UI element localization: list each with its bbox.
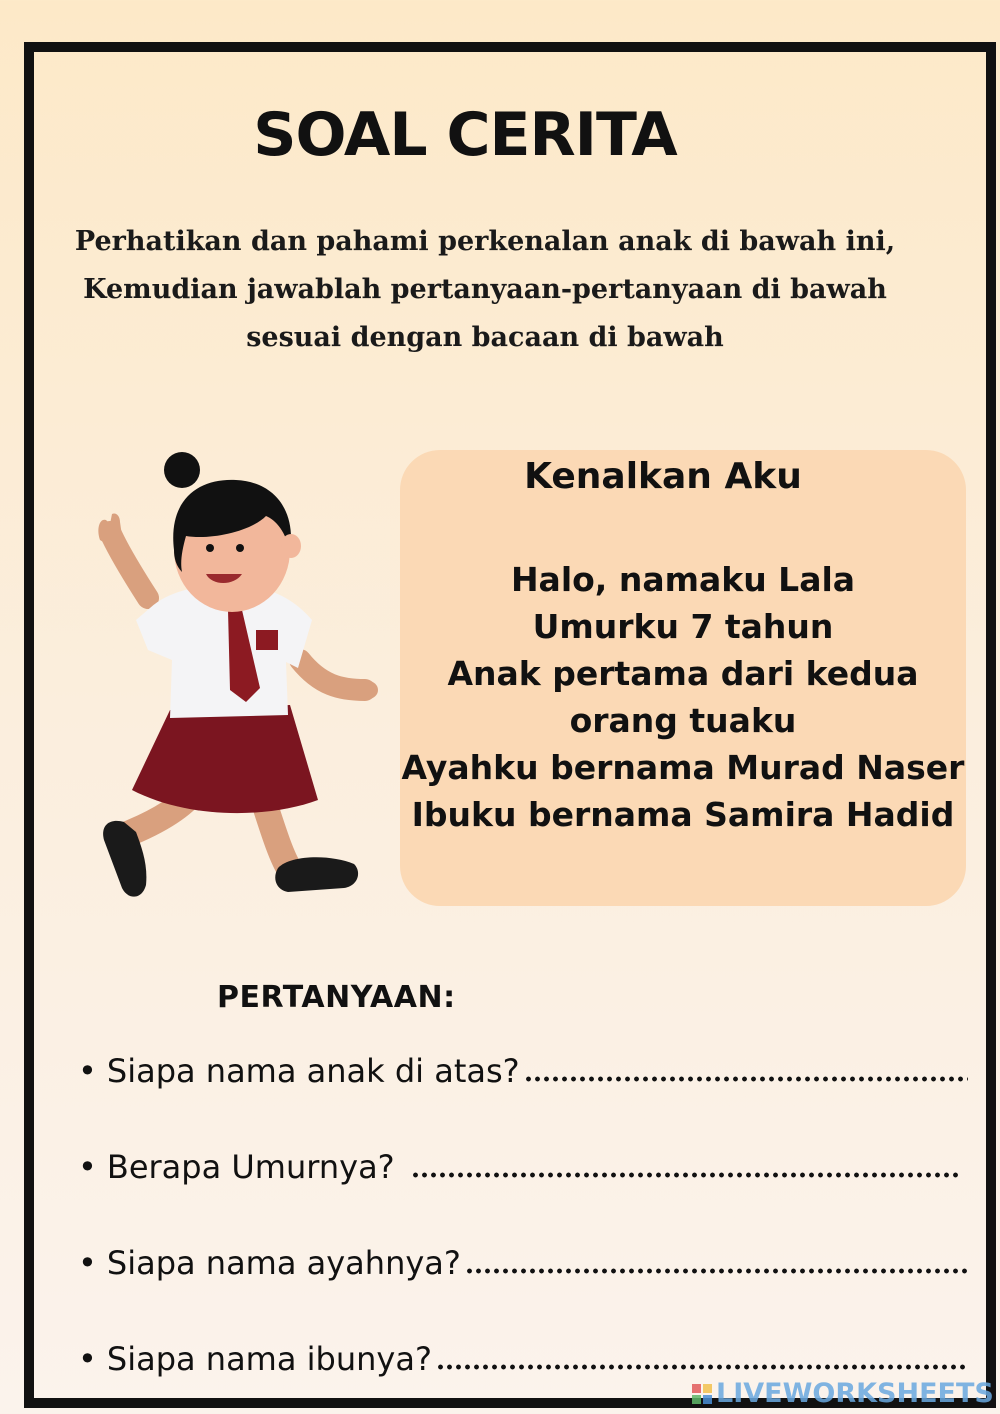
bullet: • <box>78 1052 97 1090</box>
left-eye <box>206 544 214 552</box>
question-text: Siapa nama ayahnya? <box>106 1244 461 1282</box>
instructions <box>60 218 910 362</box>
question-item <box>78 1040 968 1090</box>
question-item <box>78 1328 968 1378</box>
question-item <box>78 1136 968 1186</box>
watermark <box>692 1378 994 1409</box>
schoolgirl-illustration <box>90 440 380 910</box>
answer-field[interactable] <box>465 1268 968 1274</box>
instruction-line: Perhatikan dan pahami perkenalan anak di bawah ini, <box>74 226 896 257</box>
intro-line: Umurku 7 tahun <box>532 607 834 646</box>
answer-field[interactable] <box>524 1076 968 1082</box>
intro-card-title: Kenalkan Aku <box>524 456 802 497</box>
question-text: Siapa nama anak di atas? <box>106 1052 520 1090</box>
watermark-logo-icon <box>692 1384 712 1404</box>
watermark-text: LIVEWORKSHEETS <box>716 1378 994 1409</box>
bullet: • <box>78 1340 97 1378</box>
intro-line: Ibuku bernama Samira Hadid <box>411 795 955 834</box>
right-eye <box>236 544 244 552</box>
instruction-line: sesuai dengan bacaan di bawah <box>246 322 724 353</box>
questions-heading: PERTANYAAN: <box>217 980 456 1015</box>
instruction-line: Kemudian jawablah pertanyaan-pertanyaan di bawah <box>83 274 887 305</box>
intro-card-text <box>400 556 966 838</box>
intro-line: Anak pertama dari kedua <box>447 654 919 693</box>
intro-line: Ayahku bernama Murad Naser <box>401 748 965 787</box>
answer-field[interactable] <box>411 1172 962 1178</box>
raised-hand <box>98 513 122 543</box>
shirt-pocket <box>256 630 278 650</box>
lowered-arm <box>300 660 365 690</box>
page-title: SOAL CERITA <box>253 100 677 170</box>
question-text: Berapa Umurnya? <box>106 1148 395 1186</box>
bullet: • <box>78 1244 97 1282</box>
skirt <box>132 705 318 813</box>
bullet: • <box>78 1148 97 1186</box>
right-shoe <box>275 857 358 892</box>
intro-line: orang tuaku <box>569 701 797 740</box>
intro-line: Halo, namaku Lala <box>510 560 856 599</box>
question-text: Siapa nama ibunya? <box>106 1340 432 1378</box>
answer-field[interactable] <box>436 1364 968 1370</box>
question-item <box>78 1232 968 1282</box>
